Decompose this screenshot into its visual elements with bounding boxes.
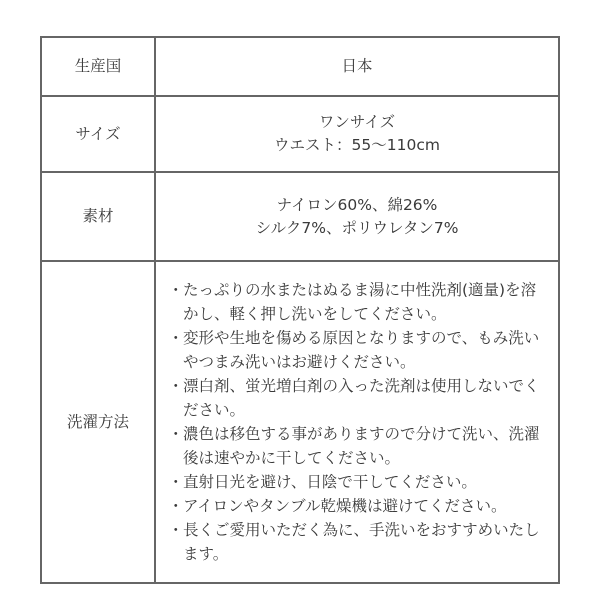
care-item-text: 直射日光を避け、日陰で干してください。 xyxy=(183,473,477,491)
care-item-text: 濃色は移色する事がありますので分けて洗い、洗濯後は速やかに干してください。 xyxy=(183,425,540,467)
care-item-text: 変形や生地を傷める原因となりますので、もみ洗いやつまみ洗いはお避けください。 xyxy=(183,329,540,371)
care-item xyxy=(168,518,548,566)
spec-row-material xyxy=(41,172,559,261)
value-origin-country xyxy=(155,37,559,96)
care-item xyxy=(168,374,548,422)
care-item xyxy=(168,326,548,374)
care-item xyxy=(168,470,548,494)
care-instructions-list xyxy=(156,278,558,566)
material-line-2: シルク7%、ポリウレタン7% xyxy=(255,218,459,237)
value-size xyxy=(155,96,559,172)
size-line-2: ウエスト：55〜110cm xyxy=(274,136,440,154)
care-item-text: 漂白剤、蛍光増白剤の入った洗剤は使用しないでください。 xyxy=(183,377,540,419)
material-line-1: ナイロン60%、綿26% xyxy=(276,195,438,214)
spec-row-size xyxy=(41,96,559,172)
bullet-dot: ・ xyxy=(168,425,184,443)
care-item xyxy=(168,422,548,470)
origin-country-text: 日本 xyxy=(341,57,373,75)
spec-row-care xyxy=(41,261,559,583)
product-spec-table xyxy=(40,36,560,584)
care-item xyxy=(168,278,548,326)
care-item-text: 長くご愛用いただく為に、手洗いをおすすめいたします。 xyxy=(183,521,540,563)
label-care-method: 洗濯方法 xyxy=(41,261,155,583)
care-item-text: アイロンやタンブル乾燥機は避けてください。 xyxy=(183,497,507,515)
care-item-text: たっぷりの水またはぬるま湯に中性洗剤(適量)を溶かし、軽く押し洗いをしてください。 xyxy=(183,281,537,323)
bullet-dot: ・ xyxy=(168,329,184,347)
bullet-dot: ・ xyxy=(168,281,184,299)
spec-row-origin xyxy=(41,37,559,96)
bullet-dot: ・ xyxy=(168,377,184,395)
label-material: 素材 xyxy=(41,172,155,261)
size-line-1: ワンサイズ xyxy=(318,113,396,131)
value-care-method xyxy=(155,261,559,583)
value-material xyxy=(155,172,559,261)
bullet-dot: ・ xyxy=(168,521,184,539)
care-item xyxy=(168,494,548,518)
label-size: サイズ xyxy=(41,96,155,172)
bullet-dot: ・ xyxy=(168,473,184,491)
bullet-dot: ・ xyxy=(168,497,184,515)
label-origin-country: 生産国 xyxy=(41,37,155,96)
